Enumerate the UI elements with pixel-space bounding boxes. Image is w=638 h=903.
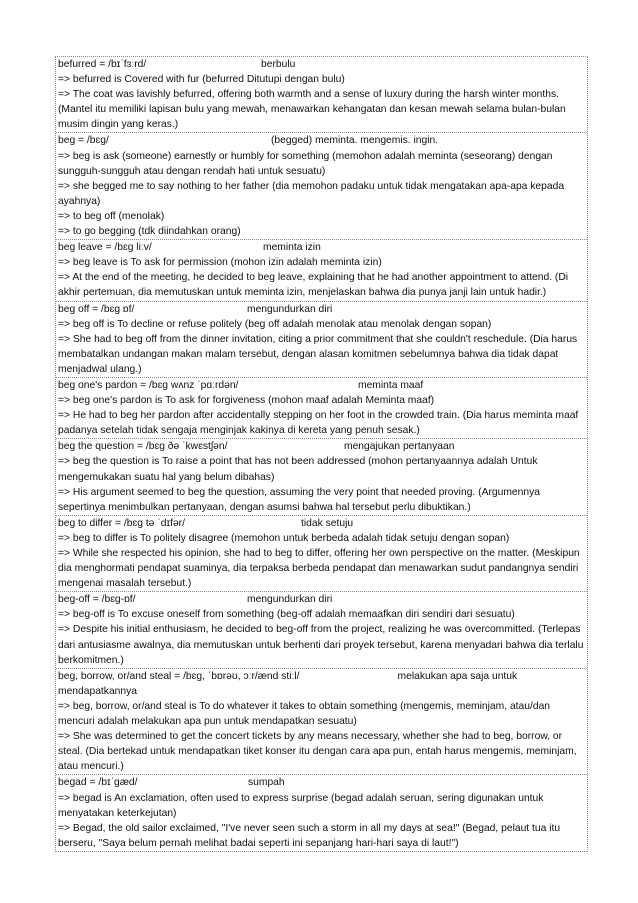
entry-header xyxy=(58,240,585,255)
entry-header xyxy=(58,669,585,699)
entry-beg-leave xyxy=(56,240,587,301)
headword: beg one's pardon = /bɛɡ wʌnz ˈpɑːrdən/ xyxy=(58,379,239,391)
meaning: mengajukan pertanyaan xyxy=(344,441,455,453)
example-line: => Begad, the old sailor exclaimed, "I've never seen such a storm in all my days at sea!" (Begad, pelaut tua itu berseru, "Saya belum pernah melihat badai seperti ini sepanjang hari-hari saya di laut!") xyxy=(58,822,561,849)
phrase-line: => to beg off (menolak) xyxy=(58,210,165,222)
example-line: => At the end of the meeting, he decided to beg leave, explaining that he had another appointment to attend. (Di akhir pertemuan, dia memutuskan untuk meminta izin, menjelaskan bahwa dia punya janji lain untuk hadir.) xyxy=(58,272,569,299)
example-line: => She had to beg off from the dinner invitation, citing a prior commitment that she couldn't reschedule. (Dia harus membatalkan undangan makan malam tersebut, dengan alasan komitmen sebelumnya bahwa dia tidak dapat menjadwal ulang.) xyxy=(58,333,578,375)
meaning: berbulu xyxy=(261,59,296,70)
example-line: => She was determined to get the concert tickets by any means necessary, whether she had to beg, borrow, or steal. (Dia bertekad untuk mendapatkan tiket konser itu dengan cara apa pun, entah harus mengemis, meminjam, atau mencuri.) xyxy=(58,731,577,773)
headword: beg leave = /bɛɡ liːv/ xyxy=(58,242,152,254)
entry-beg-ones-pardon xyxy=(56,378,587,439)
headword: beg off = /bɛɡ ɒf/ xyxy=(58,303,135,315)
meaning: meminta izin xyxy=(263,242,321,254)
entry-beg-off-hyphen xyxy=(56,592,587,668)
entry-beg-borrow-steal xyxy=(56,669,587,776)
meaning: mengundurkan diri xyxy=(247,594,333,606)
entry-befurred xyxy=(56,57,587,133)
example-line: => While she respected his opinion, she had to beg to differ, offering her own perspective on the matter. (Meskipun dia menghormati pendapat suaminya, dia terpaksa berbeda pendapat dan menawarkan sudut pandangnya sendiri mengenai masalah tersebut.) xyxy=(58,548,580,590)
meaning: tidak setuju xyxy=(301,517,354,529)
headword: beg, borrow, or/and steal = /bɛɡ, ˈbɒrəʊ, ɔːr/ænd stiːl/ xyxy=(58,670,300,682)
entry-header xyxy=(58,592,585,607)
dictionary-table xyxy=(55,56,588,852)
entry-header xyxy=(58,378,585,393)
headword: begad = /bɪˈɡæd/ xyxy=(58,777,138,789)
entry-beg-the-question xyxy=(56,439,587,515)
headword: beg-off = /bɛɡ-ɒf/ xyxy=(58,594,136,606)
meaning: (begged) meminta. mengemis. ingin. xyxy=(271,135,439,147)
phrase-line: => to go begging (tdk diindahkan orang) xyxy=(58,226,241,238)
meaning: mengundurkan diri xyxy=(247,303,333,315)
entry-header xyxy=(58,775,585,790)
meaning: sumpah xyxy=(248,777,285,789)
entry-header xyxy=(58,439,585,454)
headword: beg = /bɛɡ/ xyxy=(58,135,109,147)
definition-line: => begad is An exclamation, often used to express surprise (begad adalah seruan, sering digunakan untuk menyatakan keterkejutan) xyxy=(58,792,544,819)
example-line: => He had to beg her pardon after accidentally stepping on her foot in the crowded train. (Dia harus meminta maaf padanya setelah tidak sengaja menginjak kakinya di kereta yang penuh sesak.) xyxy=(58,410,579,437)
example-line: => The coat was lavishly befurred, offering both warmth and a sense of luxury during the harsh winter months. (Mantel itu memiliki lapisan bulu yang mewah, menawarkan kehangatan dan kesan mewah selama bulan-bulan musim dingin yang keras.) xyxy=(58,89,566,131)
entry-beg xyxy=(56,133,587,240)
headword: befurred = /bɪˈfɜːrd/ xyxy=(58,59,147,70)
definition-line: => beg leave is To ask for permission (mohon izin adalah meminta izin) xyxy=(58,257,382,269)
headword: beg the question = /bɛɡ ðə ˈkwɛstʃən/ xyxy=(58,441,228,453)
definition-line: => beg the question is To raise a point that has not been addressed (mohon pertanyaannya adalah Untuk mengemukakan suatu hal yang belum dibahas) xyxy=(58,456,538,483)
meaning: meminta maaf xyxy=(358,379,424,391)
entry-header xyxy=(58,133,585,148)
entry-begad xyxy=(56,775,587,851)
definition-line: => beg off is To decline or refuse politely (beg off adalah menolak atau menolak dengan sopan) xyxy=(58,318,492,330)
definition-line: => beg, borrow, or/and steal is To do whatever it takes to obtain something (mengemis, meminjam, atau/dan mencuri adalah melakukan apa pun untuk mendapatkan sesuatu) xyxy=(58,700,551,728)
definition-line: => befurred is Covered with fur (befurred Ditutupi dengan bulu) xyxy=(58,74,345,86)
entry-header xyxy=(58,57,585,72)
definition-line: => beg is ask (someone) earnestly or humbly for something (memohon adalah meminta (seseorang) dengan sungguh-sungguh atau dengan rendah hati untuk sesuatu) xyxy=(58,150,553,177)
definition-line: => beg-off is To excuse oneself from something (beg-off adalah memaafkan diri sendiri dari sesuatu) xyxy=(58,609,515,621)
entry-beg-off xyxy=(56,302,587,378)
headword: beg to differ = /bɛɡ tə ˈdɪfər/ xyxy=(58,517,185,529)
definition-line: => beg one's pardon is To ask for forgiveness (mohon maaf adalah Meminta maaf) xyxy=(58,395,435,407)
example-line: => Despite his initial enthusiasm, he decided to beg-off from the project, realizing he was overcommitted. (Terlepas dari antusiasme awalnya, dia memutuskan untuk berhenti dari proyek tersebut, karena menyadari bahwa dia terlalu berkomitmen.) xyxy=(58,624,584,666)
entry-beg-to-differ xyxy=(56,516,587,592)
example-line: => she begged me to say nothing to her father (dia memohon padaku untuk tidak mengatakan apa-apa kepada ayahnya) xyxy=(58,180,565,207)
definition-line: => beg to differ is To politely disagree (memohon untuk berbeda adalah tidak setuju dengan sopan) xyxy=(58,532,510,544)
entry-header xyxy=(58,302,585,317)
example-line: => His argument seemed to beg the question, assuming the very point that needed proving. (Argumennya sepertinya menimbulkan pertanyaan, dengan asumsi bahwa hal tersebut perlu dibuktikan.) xyxy=(58,486,540,513)
entry-header xyxy=(58,516,585,531)
meaning: melakukan apa saja untuk mendapatkannya xyxy=(58,670,518,697)
